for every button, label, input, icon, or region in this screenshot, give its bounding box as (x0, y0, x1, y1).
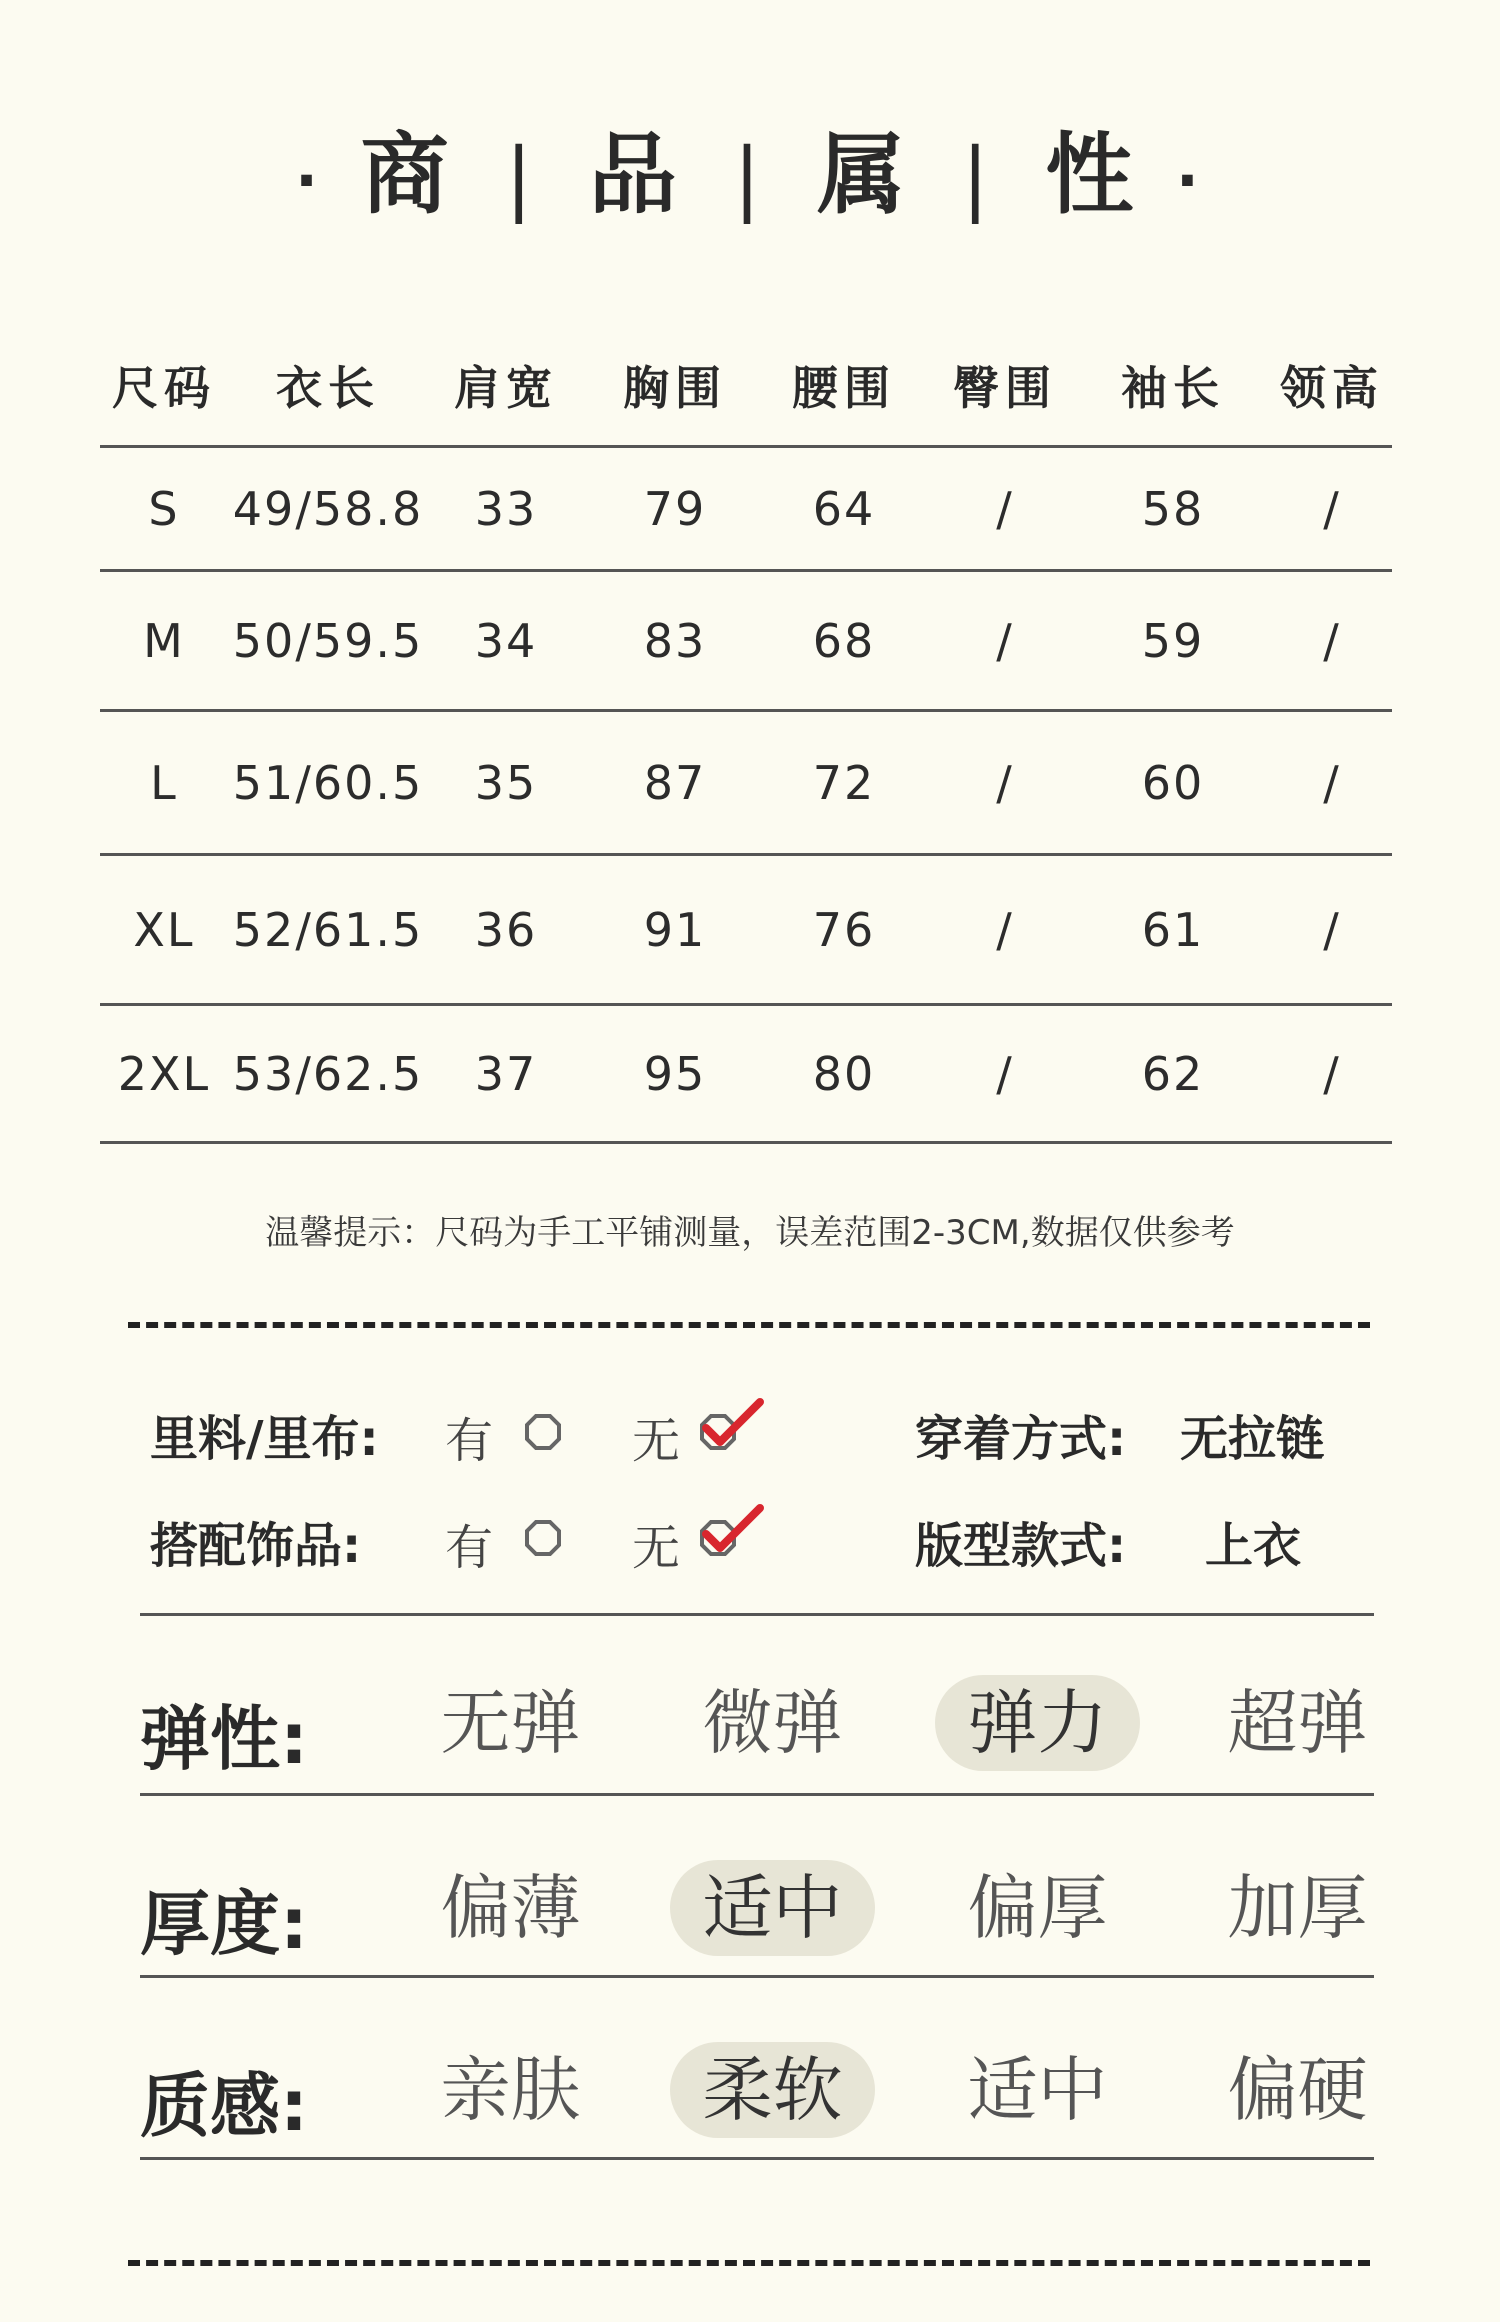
accessory-yes-label: 有 (445, 1520, 494, 1576)
size-table-cell: 2XL (117, 1046, 211, 1101)
size-table-header-cell: 尺码 (112, 361, 216, 415)
size-table-cell: 36 (474, 902, 538, 957)
size-table-header-cell: 臀围 (953, 361, 1057, 415)
accessory-label: 搭配饰品: (150, 1518, 362, 1574)
scale-option[interactable]: 偏薄 (440, 1867, 581, 1949)
scale-option[interactable]: 无弹 (440, 1682, 581, 1764)
scale-label: 弹性: (140, 1698, 308, 1780)
size-table-cell: 58 (1141, 481, 1205, 536)
scale-option[interactable]: 弹力 (935, 1675, 1140, 1771)
size-table-cell: 37 (474, 1046, 538, 1101)
size-table-cell: / (1323, 755, 1341, 810)
title-divider: | (733, 131, 767, 224)
size-table-cell: 80 (812, 1046, 876, 1101)
size-table-header (100, 330, 1392, 448)
size-table-cell: / (1323, 1046, 1341, 1101)
size-table-cell: 34 (474, 613, 538, 668)
dashed-divider (128, 1322, 1370, 1328)
size-table-cell: 72 (812, 755, 876, 810)
size-table-cell: S (148, 481, 180, 536)
scale-label: 厚度: (140, 1883, 308, 1965)
title-char: 品 (588, 123, 683, 226)
scale-option[interactable]: 超弹 (1227, 1682, 1368, 1764)
size-table-cell: 52/61.5 (232, 902, 424, 957)
size-table-cell: L (150, 755, 178, 810)
title-divider: | (505, 131, 539, 224)
size-table-header-cell: 肩宽 (454, 361, 558, 415)
wear-value: 无拉链 (1180, 1411, 1325, 1467)
size-table (100, 330, 1392, 1144)
divider-line (140, 1793, 1374, 1796)
scale-option[interactable]: 偏厚 (967, 1867, 1108, 1949)
size-table-header-cell: 袖长 (1121, 361, 1225, 415)
size-table-cell: / (996, 902, 1014, 957)
size-table-cell: M (143, 613, 185, 668)
size-table-cell: 50/59.5 (232, 613, 424, 668)
size-table-header-cell: 衣长 (276, 361, 380, 415)
divider-line (140, 1613, 1374, 1616)
scale-label: 质感: (140, 2065, 308, 2147)
size-table-cell: / (1323, 902, 1341, 957)
divider-line (140, 2157, 1374, 2160)
size-table-cell: 91 (643, 902, 707, 957)
scale-option[interactable]: 适中 (670, 1860, 875, 1956)
scale-option[interactable]: 微弹 (702, 1682, 843, 1764)
size-table-cell: 87 (643, 755, 707, 810)
octagon-radio-icon[interactable] (525, 1414, 561, 1450)
size-table-header-cell: 领高 (1280, 361, 1384, 415)
size-table-cell: 64 (812, 481, 876, 536)
size-table-cell: 59 (1141, 613, 1205, 668)
size-table-row (100, 856, 1392, 1006)
size-table-cell: 79 (643, 481, 707, 536)
scale-option[interactable]: 加厚 (1227, 1867, 1368, 1949)
scale-option[interactable]: 柔软 (670, 2042, 875, 2138)
style-value: 上衣 (1205, 1518, 1302, 1574)
check-mark-icon[interactable] (700, 1502, 766, 1560)
size-table-row (100, 1006, 1392, 1144)
style-label: 版型款式: (915, 1518, 1127, 1574)
size-table-cell: 76 (812, 902, 876, 957)
title-char: 性 (1045, 123, 1140, 226)
size-table-row (100, 448, 1392, 572)
dashed-divider (128, 2260, 1370, 2266)
scale-option[interactable]: 亲肤 (440, 2049, 581, 2131)
lining-no-label: 无 (632, 1413, 681, 1469)
title-char: 属 (817, 123, 912, 226)
size-table-cell: 62 (1141, 1046, 1205, 1101)
check-mark-icon[interactable] (700, 1396, 766, 1454)
divider-line (140, 1975, 1374, 1978)
title-divider: | (961, 131, 995, 224)
accessory-no-label: 无 (632, 1520, 681, 1576)
scale-option[interactable]: 适中 (967, 2049, 1108, 2131)
size-table-cell: 35 (474, 755, 538, 810)
size-table-cell: 51/60.5 (232, 755, 424, 810)
size-table-row (100, 712, 1392, 856)
size-table-cell: / (996, 613, 1014, 668)
size-table-cell: / (996, 755, 1014, 810)
size-table-cell: / (996, 1046, 1014, 1101)
size-table-row (100, 572, 1392, 712)
title-dot-left: · (295, 146, 324, 217)
wear-label: 穿着方式: (915, 1411, 1127, 1467)
size-table-cell: / (1323, 481, 1341, 536)
size-table-cell: 68 (812, 613, 876, 668)
size-table-cell: / (1323, 613, 1341, 668)
size-table-cell: / (996, 481, 1014, 536)
size-table-cell: 53/62.5 (232, 1046, 424, 1101)
lining-label: 里料/里布: (150, 1411, 379, 1467)
page-title (0, 105, 1500, 231)
octagon-radio-icon[interactable] (525, 1520, 561, 1556)
size-table-cell: 95 (643, 1046, 707, 1101)
size-table-cell: 60 (1141, 755, 1205, 810)
size-table-header-cell: 腰围 (792, 361, 896, 415)
size-table-header-cell: 胸围 (623, 361, 727, 415)
lining-yes-label: 有 (445, 1413, 494, 1469)
size-table-cell: 33 (474, 481, 538, 536)
title-dot-right: · (1176, 146, 1205, 217)
size-table-cell: 61 (1141, 902, 1205, 957)
measurement-tip: 温馨提示：尺码为手工平铺测量，误差范围2-3CM,数据仅供参考 (265, 1213, 1235, 1253)
size-table-cell: 49/58.8 (232, 481, 424, 536)
size-table-cell: 83 (643, 613, 707, 668)
size-table-cell: XL (133, 902, 195, 957)
scale-option[interactable]: 偏硬 (1227, 2049, 1368, 2131)
title-char: 商 (360, 123, 455, 226)
